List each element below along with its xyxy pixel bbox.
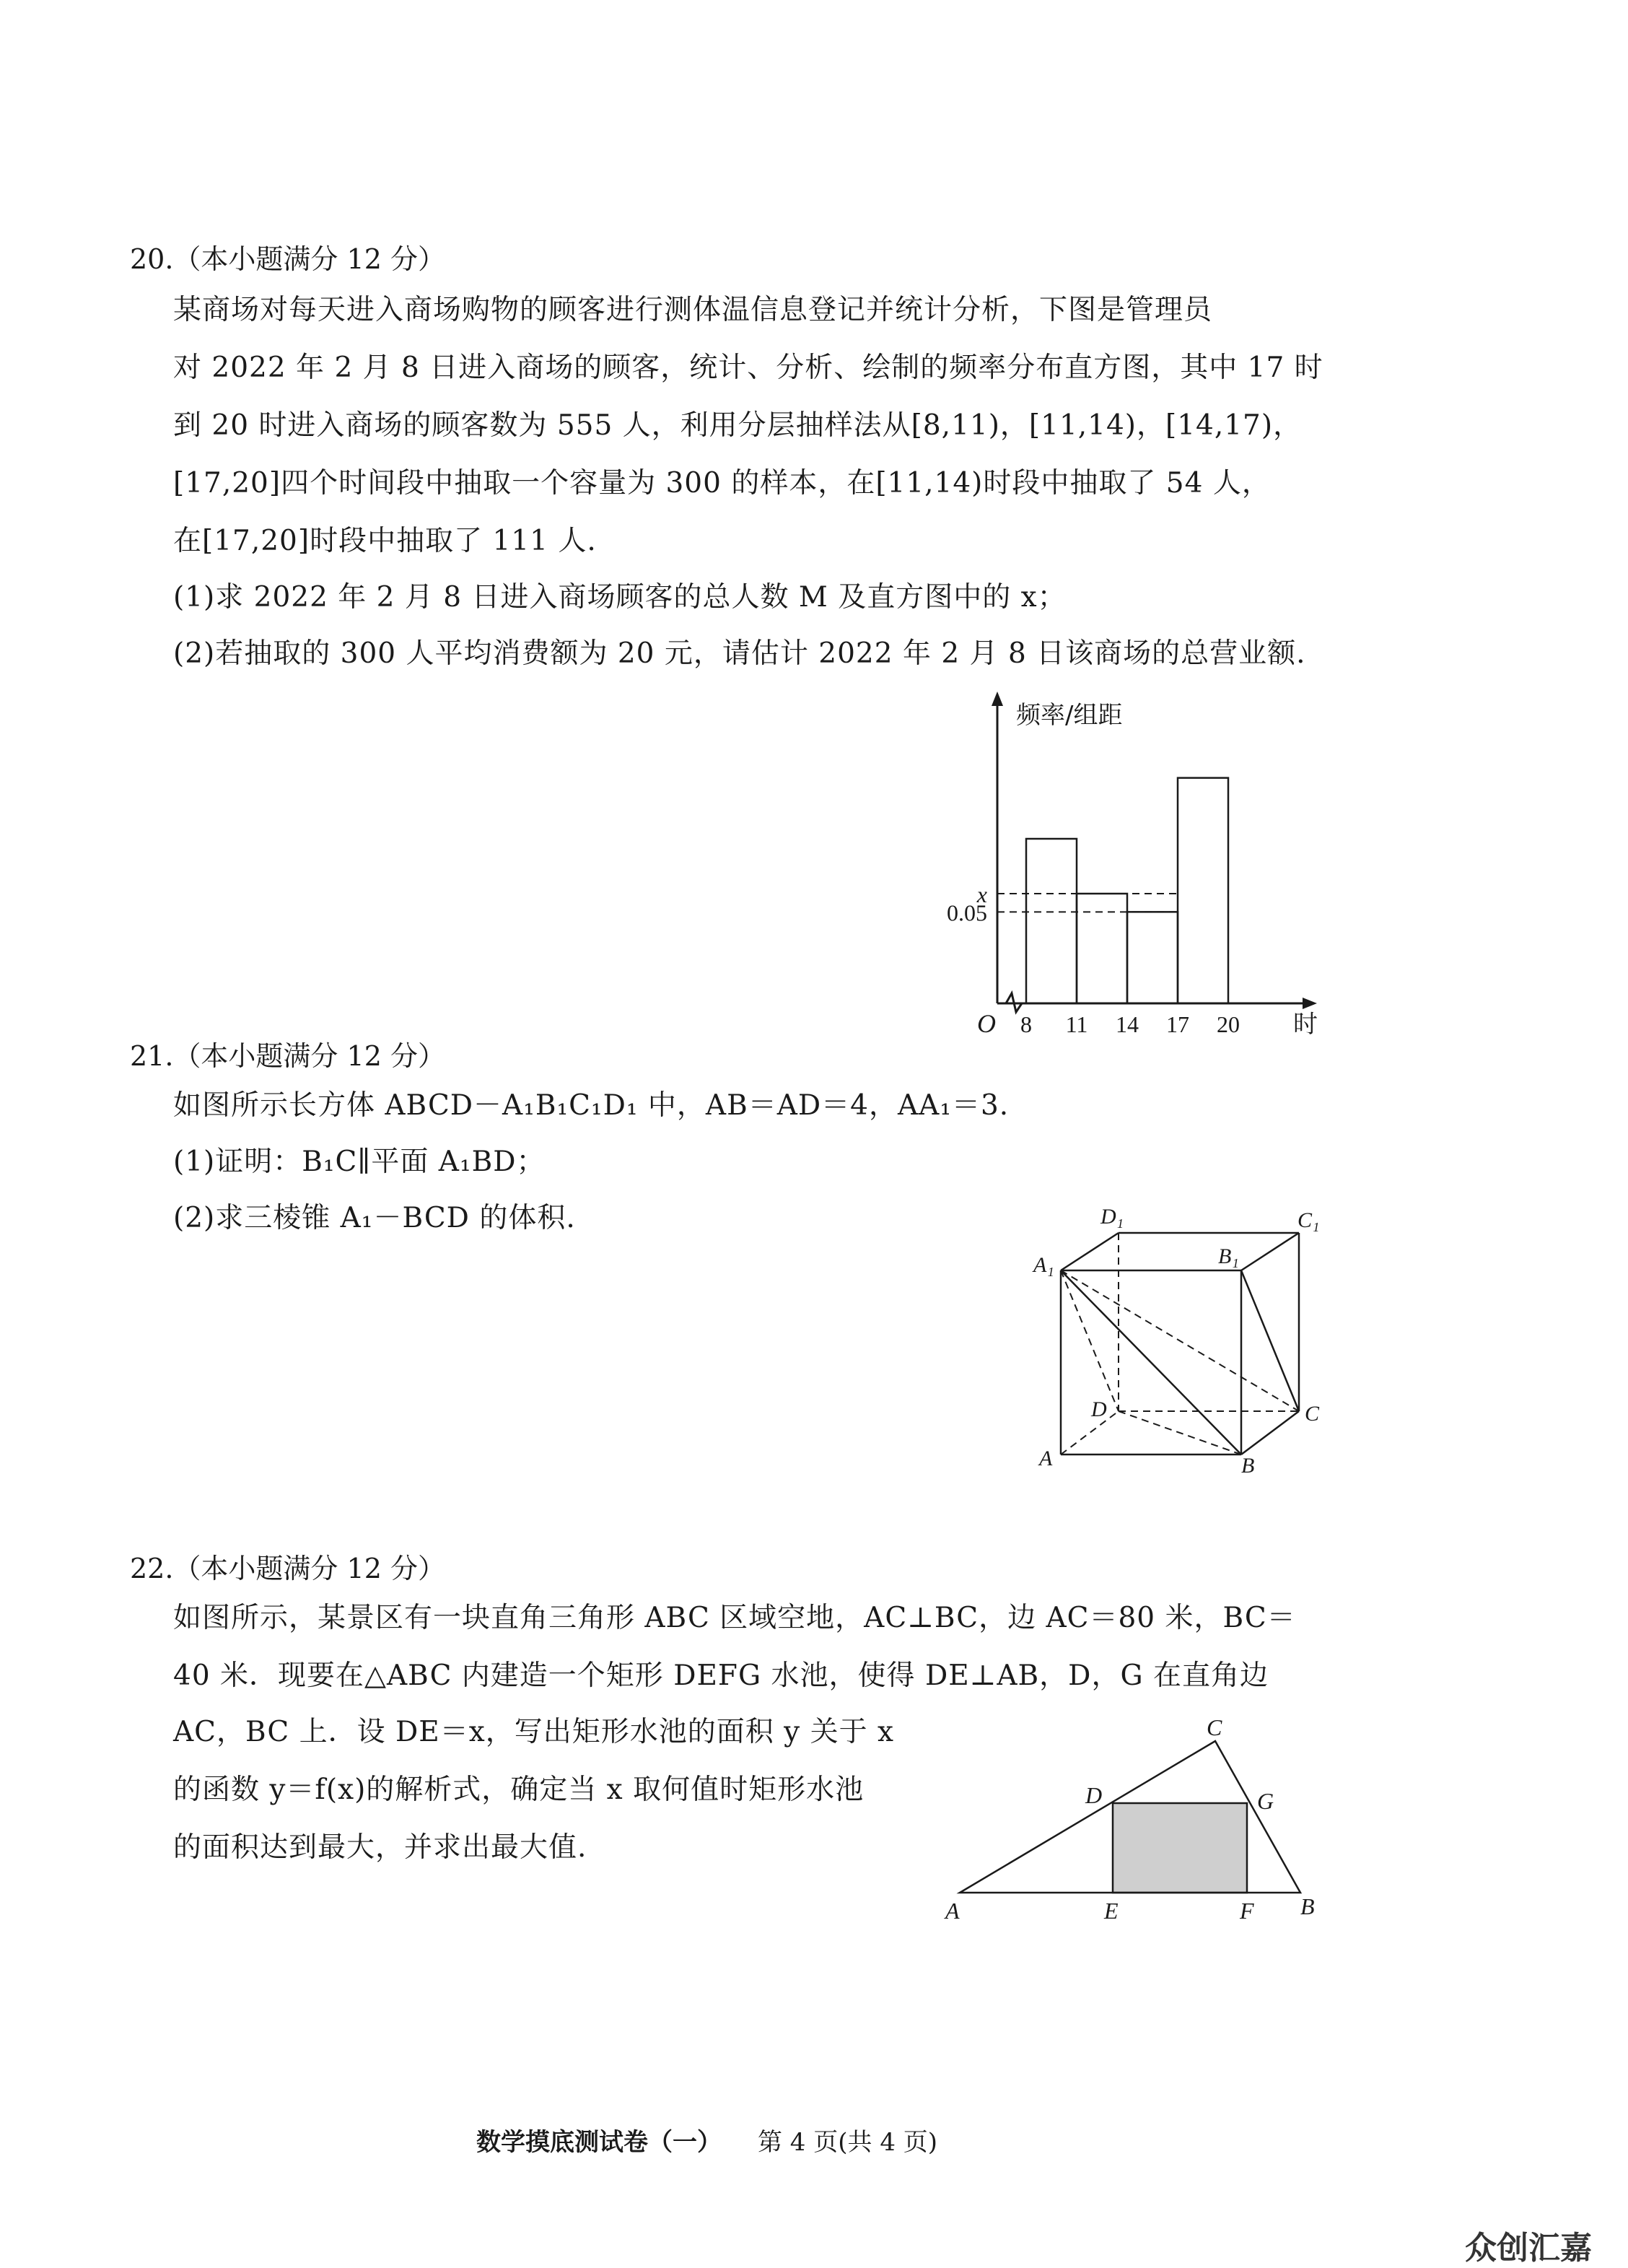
diagonal-A1B	[1061, 1270, 1241, 1454]
x-tick-label: 17	[1166, 1011, 1189, 1037]
q21-sub1: (1)证明：B₁C∥平面 A₁BD；	[173, 1146, 546, 1178]
watermark-logo: 众创汇嘉	[1465, 2230, 1592, 2267]
q20-line-5: 在[17,20]时段中抽取了 111 人.	[173, 525, 597, 557]
label-D1: D₁	[1100, 1205, 1124, 1229]
histogram-bar-2	[1077, 894, 1127, 1003]
label-D: D	[1085, 1782, 1103, 1808]
label-B: B	[1300, 1893, 1315, 1919]
q22-line-4: 的函数 y＝f(x)的解析式，确定当 x 取何值时矩形水池	[173, 1774, 865, 1806]
x-tick-label: 14	[1116, 1011, 1139, 1037]
diagonal-A1D	[1061, 1270, 1119, 1411]
q21-sub2: (2)求三棱锥 A₁－BCD 的体积.	[173, 1202, 576, 1234]
q20-line-1: 某商场对每天进入商场购物的顾客进行测体温信息登记并统计分析，下图是管理员	[173, 294, 1213, 326]
y-tick-label: 0.05	[947, 899, 987, 926]
label-F: F	[1240, 1898, 1254, 1924]
diagonal-B1C	[1241, 1270, 1299, 1411]
q22-header: 22.（本小题满分 12 分）	[130, 1553, 445, 1584]
label-B1: B₁	[1218, 1244, 1239, 1268]
footer-title: 数学摸底测试卷（一）	[476, 2128, 722, 2157]
q20-line-2: 对 2022 年 2 月 8 日进入商场的顾客，统计、分析、绘制的频率分布直方图，其中 17 时	[173, 352, 1323, 384]
q22-line-5: 的面积达到最大，并求出最大值.	[173, 1831, 587, 1864]
histogram-bar-1	[1026, 839, 1077, 1003]
x-axis-unit-label: 时	[1293, 1010, 1318, 1039]
label-E: E	[1104, 1898, 1119, 1924]
label-A: A	[945, 1898, 960, 1924]
y-axis-label: 频率/组距	[1016, 701, 1123, 730]
label-D: D	[1091, 1397, 1107, 1421]
cuboid-figure	[1025, 1191, 1328, 1480]
label-B: B	[1241, 1454, 1255, 1478]
q21-header: 21.（本小题满分 12 分）	[130, 1040, 445, 1072]
histogram-bar-4	[1178, 778, 1228, 1003]
x-tick-label: 11	[1065, 1011, 1088, 1037]
x-tick-label: 8	[1020, 1011, 1032, 1037]
x-tick-label: 20	[1217, 1011, 1240, 1037]
footer-page-number: 第 4 页(共 4 页)	[758, 2128, 938, 2157]
pool-rectangle	[1113, 1803, 1247, 1893]
diagonal-A1C	[1061, 1270, 1299, 1411]
origin-label: O	[977, 1009, 996, 1038]
y-axis-arrow	[992, 692, 1003, 706]
label-G: G	[1257, 1788, 1274, 1814]
label-C1: C₁	[1297, 1208, 1320, 1232]
label-A: A	[1039, 1447, 1053, 1470]
q20-sub1: (1)求 2022 年 2 月 8 日进入商场顾客的总人数 M 及直方图中的 x；	[173, 581, 1067, 614]
q20-sub2: (2)若抽取的 300 人平均消费额为 20 元，请估计 2022 年 2 月 8 日该商场的总营业额.	[173, 637, 1306, 670]
label-C: C	[1305, 1402, 1320, 1426]
q21-line-1: 如图所示长方体 ABCD－A₁B₁C₁D₁ 中，AB＝AD＝4，AA₁＝3.	[173, 1089, 1010, 1122]
label-A1: A₁	[1033, 1253, 1054, 1277]
q20-line-4: [17,20]四个时间段中抽取一个容量为 300 的样本，在[11,14)时段中抽取了 54 人，	[173, 467, 1271, 500]
label-C: C	[1207, 1714, 1222, 1740]
diagonal-BD	[1119, 1411, 1241, 1454]
q20-header: 20.（本小题满分 12 分）	[130, 243, 445, 275]
frequency-histogram	[916, 686, 1335, 1047]
q20-line-3: 到 20 时进入商场的顾客数为 555 人，利用分层抽样法从[8,11)，[11,14)，[14,17)，	[173, 409, 1303, 442]
q22-line-2: 40 米．现要在△ABC 内建造一个矩形 DEFG 水池，使得 DE⊥AB，D，G 在直角边	[173, 1659, 1269, 1692]
histogram-bar-3	[1127, 912, 1178, 1003]
triangle-pool-figure	[931, 1711, 1335, 1927]
x-axis-arrow	[1303, 998, 1317, 1009]
q22-line-3: AC，BC 上．设 DE＝x，写出矩形水池的面积 y 关于 x	[173, 1716, 894, 1748]
y-tick-label: x	[976, 881, 987, 907]
q22-line-1: 如图所示，某景区有一块直角三角形 ABC 区域空地，AC⊥BC，边 AC＝80 米，BC＝	[173, 1602, 1296, 1634]
